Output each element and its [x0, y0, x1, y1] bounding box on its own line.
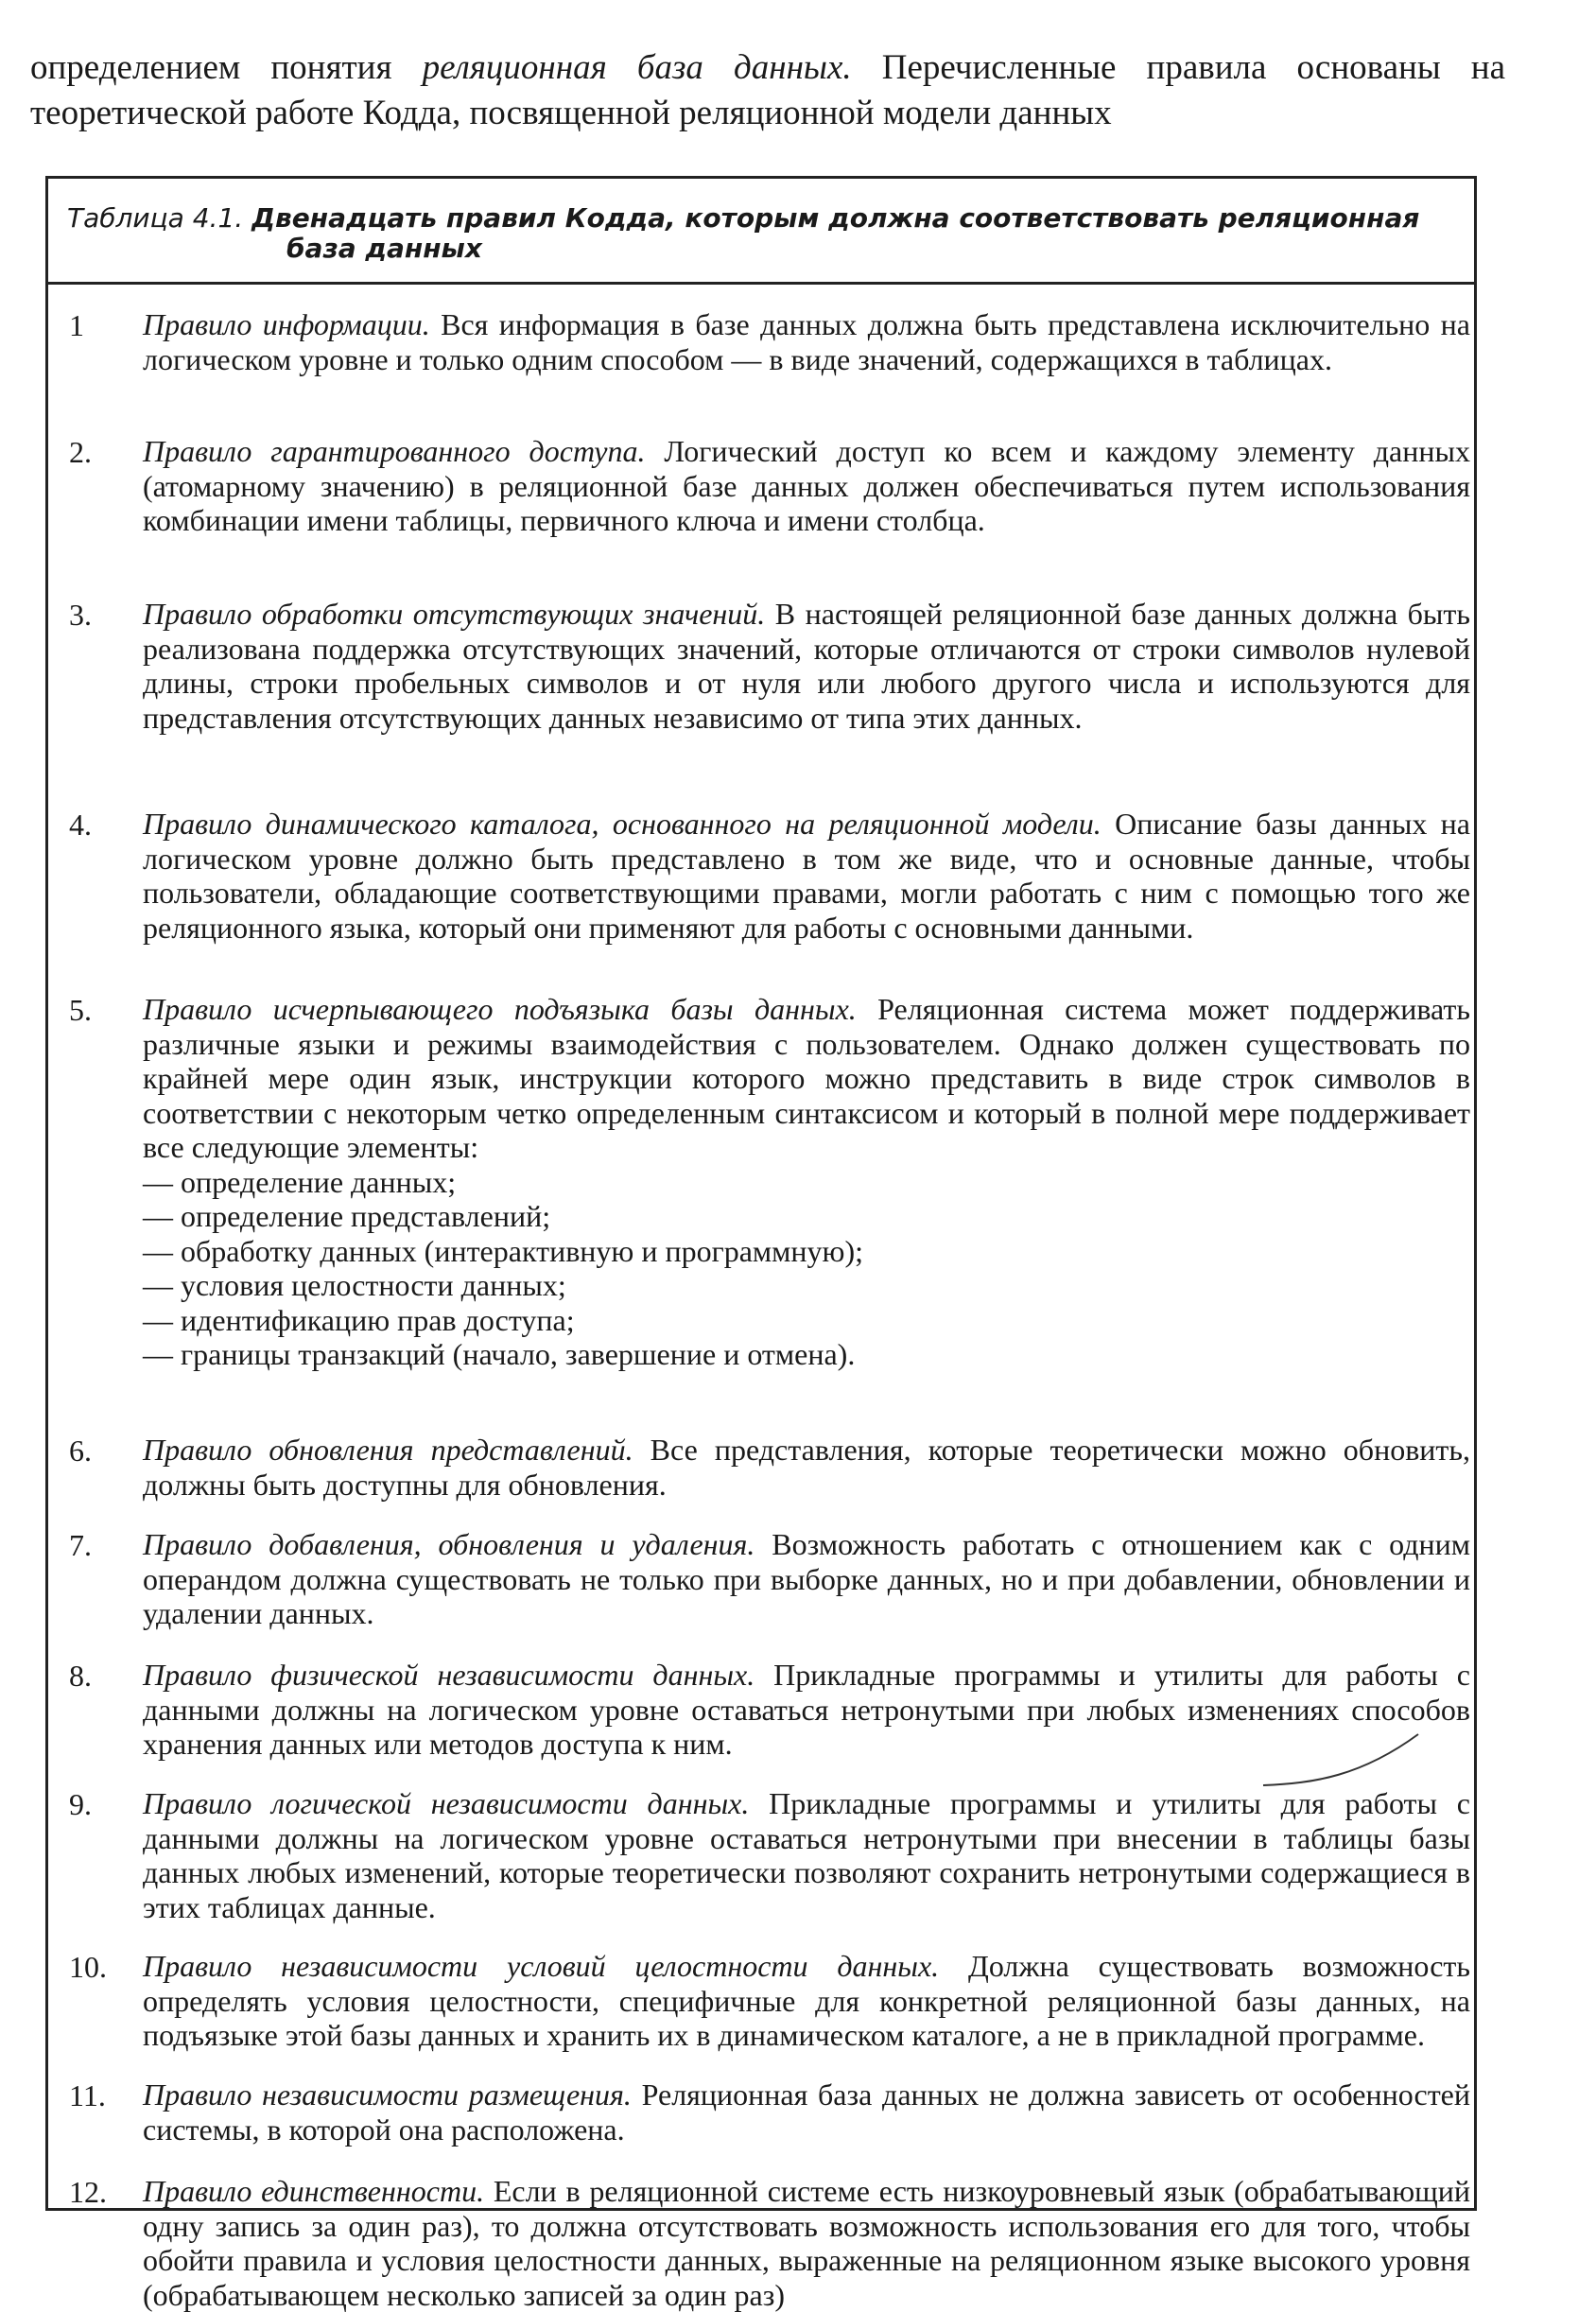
rule-name: Правило добавления, обновления и удаления.	[143, 1527, 755, 1561]
rule-name: Правило независимости условий целостности данных.	[143, 1949, 940, 1983]
rule-body	[143, 992, 1470, 1372]
rule-body	[143, 1786, 1470, 1924]
rule-number: 2.	[69, 435, 92, 469]
pen-mark	[1258, 1727, 1428, 1793]
caption-title-line1: Двенадцать правил Кодда, которым должна соответствовать реляционная	[252, 202, 1420, 234]
rule-body	[143, 2077, 1470, 2147]
intro-paragraph	[30, 45, 1505, 136]
rule-text: Все представления, которые теоретически можно обновить, должны быть доступны для обновления.	[143, 1433, 1471, 1502]
caption-title-line2: база данных	[286, 233, 482, 264]
rule-sublist-item: — условия целостности данных;	[143, 1268, 566, 1302]
rule-body	[143, 434, 1470, 538]
rule-name: Правило информации.	[143, 307, 430, 341]
rule-name: Правило обработки отсутствующих значений.	[143, 597, 766, 631]
codd-rules-table	[45, 176, 1477, 2312]
rule-text: В настоящей реляционной базе данных должна быть реализована поддержка отсутствующих значений, которые отличаются от строки символов нулевой длины, строки пробельных символов и от нуля или любого другого числа и используются для представления отсутствующих данных независимо от типа этих данных.	[143, 597, 1470, 735]
rule-text: Вся информация в базе данных должна быть представлена исключительно на логическом уровне и только одним способом — в виде значений, содержащихся в таблицах.	[143, 307, 1471, 376]
rule-number: 10.	[69, 1950, 107, 1984]
rule-number: 7.	[69, 1528, 92, 1562]
rule-sublist-item: — определение данных;	[143, 1164, 457, 1199]
rule-name: Правило логической независимости данных.	[143, 1786, 750, 1820]
rule-body	[143, 1527, 1470, 1631]
intro-term: реляционная база данных.	[422, 48, 852, 87]
rule-name: Правило физической независимости данных.	[143, 1658, 755, 1692]
rule-body	[143, 597, 1470, 735]
rule-number: 5.	[69, 993, 92, 1027]
rule-body	[143, 807, 1470, 945]
rule-text: Должна существовать возможность определять условия целостности, специфичные для конкретной реляционной базы данных, на подъязыке этой базы данных и хранить их в динамическом каталоге, а не в прикладной программе.	[143, 1949, 1471, 2052]
rule-number: 11.	[69, 2078, 106, 2112]
rule-body	[143, 1433, 1470, 1502]
table-caption	[48, 179, 1474, 285]
rule-number: 8.	[69, 1659, 92, 1693]
rule-number: 9.	[69, 1787, 92, 1821]
rule-body	[143, 2174, 1470, 2312]
rule-name: Правило динамического каталога, основанного на реляционной модели.	[143, 807, 1102, 841]
rule-text: Реляционная база данных не должна зависеть от особенностей системы, в которой она расположена.	[143, 2077, 1471, 2147]
rule-name: Правило исчерпывающего подъязыка базы данных.	[143, 992, 857, 1026]
rule-text: Прикладные программы и утилиты для работы с данными должны на логическом уровне оставаться нетронутыми при внесении в таблицы базы данных любых изменений, которые теоретически позволяют сохранить нетронутыми содержащиеся в этих таблицах данные.	[143, 1786, 1471, 1924]
rule-text: Логический доступ ко всем и каждому элементу данных (атомарному значению) в реляционной базе данных должен обеспечиваться путем использования комбинации имени таблицы, первичного ключа и имени столбца.	[143, 434, 1470, 537]
rule-sublist-item: — границы транзакций (начало, завершение и отмена).	[143, 1337, 856, 1371]
caption-label: Таблица 4.1.	[67, 202, 244, 234]
rule-name: Правило обновления представлений.	[143, 1433, 633, 1467]
rule-text: Возможность работать с отношением как с одним операндом должна существовать не только при выборке данных, но и при добавлении, обновлении и удалении данных.	[143, 1527, 1471, 1630]
rule-number: 3.	[69, 598, 92, 632]
rule-sublist-item: — идентификацию прав доступа;	[143, 1302, 575, 1337]
rule-text: Прикладные программы и утилиты для работы с данными должны на логическом уровне оставаться нетронутыми при любых изменениях способов хранения данных или методов доступа к ним.	[143, 1658, 1471, 1761]
rule-body	[143, 307, 1470, 376]
rule-sublist	[143, 1165, 1470, 1372]
intro-text-start: определением понятия	[30, 48, 423, 87]
rule-text: Если в реляционной системе есть низкоуровневый язык (обрабатывающий одну запись за один раз), то должна отсутствовать возможность использования его для того, чтобы обойти правила и условия целостности данных, выраженные на реляционном языке высокого уровня (обрабатывающем несколько записей за один раз)	[143, 2174, 1471, 2312]
rule-sublist-item: — определение представлений;	[143, 1199, 551, 1233]
rule-name: Правило независимости размещения.	[143, 2077, 632, 2112]
rule-text: Реляционная система может поддерживать различные языки и режимы взаимодействия с пользователем. Однако должен существовать по крайней мере один язык, инструкции которого можно представить в виде строк символов в соответствии с некоторым четко определенным синтаксисом и который в полной мере поддерживает все следующие элементы:	[143, 992, 1471, 1164]
rule-text: Описание базы данных на логическом уровне должно быть представлено в том же виде, что и основные данные, чтобы пользователи, обладающие соответствующими правами, могли работать с ним с помощью того же реляционного языка, который они применяют для работы с основными данными.	[143, 807, 1471, 945]
intro-text-end: Перечисленные правила основаны на теоретической работе Кодда, посвященной реляционной модели данных	[30, 48, 1505, 132]
rule-sublist-item: — обработку данных (интерактивную и программную);	[143, 1233, 863, 1268]
rule-number: 12.	[69, 2175, 107, 2209]
rule-name: Правило гарантированного доступа.	[143, 434, 646, 468]
rule-number: 1	[69, 308, 84, 342]
rule-body	[143, 1949, 1470, 2053]
rule-number: 4.	[69, 808, 92, 842]
rule-name: Правило единственности.	[143, 2174, 485, 2208]
rule-number: 6.	[69, 1434, 92, 1468]
